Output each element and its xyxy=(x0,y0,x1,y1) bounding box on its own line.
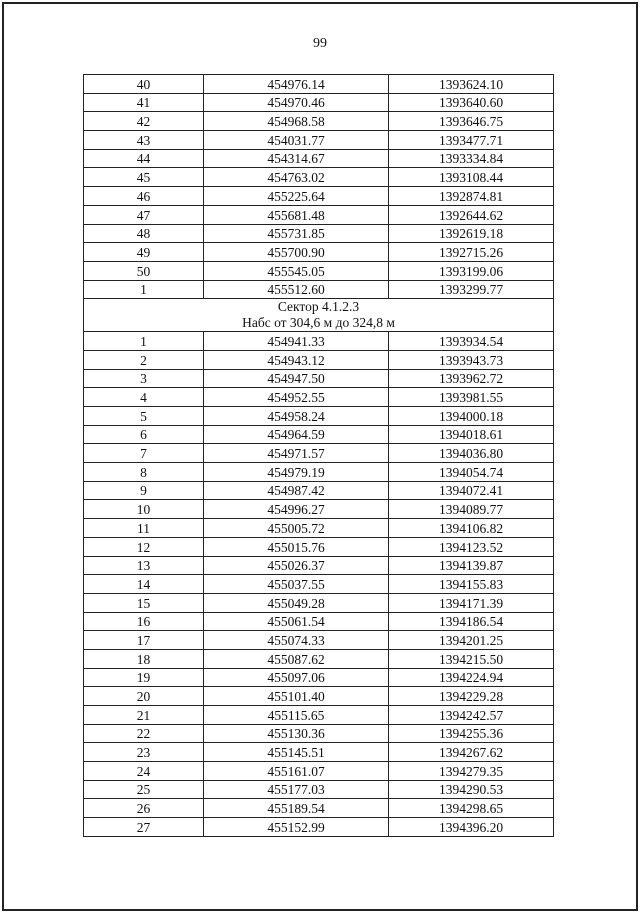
y-coordinate-cell: 1394298.65 xyxy=(389,799,554,818)
y-coordinate-cell: 1394123.52 xyxy=(389,537,554,556)
point-number-cell: 12 xyxy=(84,537,204,556)
y-coordinate-cell: 1394215.50 xyxy=(389,649,554,668)
point-number-cell: 17 xyxy=(84,631,204,650)
point-number-cell: 20 xyxy=(84,687,204,706)
point-number-cell: 44 xyxy=(84,149,204,168)
table-row xyxy=(84,743,554,762)
table-row xyxy=(84,93,554,112)
x-coordinate-cell: 454971.57 xyxy=(204,444,389,463)
y-coordinate-cell: 1394139.87 xyxy=(389,556,554,575)
table-row xyxy=(84,280,554,299)
table-row xyxy=(84,687,554,706)
table-row xyxy=(84,706,554,725)
x-coordinate-cell: 455731.85 xyxy=(204,224,389,243)
point-number-cell: 25 xyxy=(84,780,204,799)
x-coordinate-cell: 454314.67 xyxy=(204,149,389,168)
x-coordinate-cell: 454996.27 xyxy=(204,500,389,519)
x-coordinate-cell: 454968.58 xyxy=(204,112,389,131)
y-coordinate-cell: 1394072.41 xyxy=(389,481,554,500)
point-number-cell: 23 xyxy=(84,743,204,762)
table-row xyxy=(84,463,554,482)
table-section-b xyxy=(84,332,554,837)
y-coordinate-cell: 1393962.72 xyxy=(389,369,554,388)
point-number-cell: 26 xyxy=(84,799,204,818)
x-coordinate-cell: 454970.46 xyxy=(204,93,389,112)
sector-row xyxy=(84,299,554,332)
y-coordinate-cell: 1394018.61 xyxy=(389,425,554,444)
x-coordinate-cell: 455189.54 xyxy=(204,799,389,818)
table-row xyxy=(84,631,554,650)
point-number-cell: 8 xyxy=(84,463,204,482)
table-row xyxy=(84,593,554,612)
x-coordinate-cell: 455005.72 xyxy=(204,519,389,538)
sector-header xyxy=(84,299,554,332)
sector-title: Сектор 4.1.2.3 xyxy=(277,299,360,315)
point-number-cell: 13 xyxy=(84,556,204,575)
y-coordinate-cell: 1393108.44 xyxy=(389,168,554,187)
y-coordinate-cell: 1392874.81 xyxy=(389,187,554,206)
y-coordinate-cell: 1394224.94 xyxy=(389,668,554,687)
table-row xyxy=(84,243,554,262)
table-row xyxy=(84,369,554,388)
x-coordinate-cell: 454976.14 xyxy=(204,75,389,94)
point-number-cell: 47 xyxy=(84,205,204,224)
table-row xyxy=(84,112,554,131)
y-coordinate-cell: 1393934.54 xyxy=(389,332,554,351)
y-coordinate-cell: 1394106.82 xyxy=(389,519,554,538)
table-row xyxy=(84,612,554,631)
point-number-cell: 49 xyxy=(84,243,204,262)
point-number-cell: 9 xyxy=(84,481,204,500)
table-row xyxy=(84,556,554,575)
y-coordinate-cell: 1394255.36 xyxy=(389,724,554,743)
point-number-cell: 46 xyxy=(84,187,204,206)
point-number-cell: 45 xyxy=(84,168,204,187)
table-row xyxy=(84,205,554,224)
x-coordinate-cell: 454943.12 xyxy=(204,350,389,369)
point-number-cell: 1 xyxy=(84,332,204,351)
y-coordinate-cell: 1394036.80 xyxy=(389,444,554,463)
x-coordinate-cell: 454958.24 xyxy=(204,407,389,426)
x-coordinate-cell: 455037.55 xyxy=(204,575,389,594)
y-coordinate-cell: 1394054.74 xyxy=(389,463,554,482)
y-coordinate-cell: 1394229.28 xyxy=(389,687,554,706)
x-coordinate-cell: 454763.02 xyxy=(204,168,389,187)
table-row xyxy=(84,407,554,426)
point-number-cell: 24 xyxy=(84,762,204,781)
point-number-cell: 41 xyxy=(84,93,204,112)
y-coordinate-cell: 1393981.55 xyxy=(389,388,554,407)
x-coordinate-cell: 455681.48 xyxy=(204,205,389,224)
table-row xyxy=(84,668,554,687)
x-coordinate-cell: 454979.19 xyxy=(204,463,389,482)
table-row xyxy=(84,575,554,594)
sector-cell xyxy=(84,299,554,332)
x-coordinate-cell: 455130.36 xyxy=(204,724,389,743)
x-coordinate-cell: 455015.76 xyxy=(204,537,389,556)
y-coordinate-cell: 1393640.60 xyxy=(389,93,554,112)
point-number-cell: 50 xyxy=(84,261,204,280)
y-coordinate-cell: 1394279.35 xyxy=(389,762,554,781)
table-row xyxy=(84,168,554,187)
coordinates-table xyxy=(83,74,554,837)
y-coordinate-cell: 1394267.62 xyxy=(389,743,554,762)
x-coordinate-cell: 455101.40 xyxy=(204,687,389,706)
table-row xyxy=(84,519,554,538)
point-number-cell: 48 xyxy=(84,224,204,243)
table-row xyxy=(84,818,554,837)
point-number-cell: 7 xyxy=(84,444,204,463)
point-number-cell: 27 xyxy=(84,818,204,837)
table-row xyxy=(84,224,554,243)
point-number-cell: 15 xyxy=(84,593,204,612)
y-coordinate-cell: 1393199.06 xyxy=(389,261,554,280)
table-row xyxy=(84,149,554,168)
point-number-cell: 16 xyxy=(84,612,204,631)
x-coordinate-cell: 455097.06 xyxy=(204,668,389,687)
y-coordinate-cell: 1394396.20 xyxy=(389,818,554,837)
table-row xyxy=(84,425,554,444)
x-coordinate-cell: 455115.65 xyxy=(204,706,389,725)
y-coordinate-cell: 1394089.77 xyxy=(389,500,554,519)
table-row xyxy=(84,649,554,668)
y-coordinate-cell: 1393299.77 xyxy=(389,280,554,299)
x-coordinate-cell: 455145.51 xyxy=(204,743,389,762)
x-coordinate-cell: 455512.60 xyxy=(204,280,389,299)
y-coordinate-cell: 1394155.83 xyxy=(389,575,554,594)
table-row xyxy=(84,481,554,500)
sector-subtitle: Набс от 304,6 м до 324,8 м xyxy=(242,315,395,331)
point-number-cell: 22 xyxy=(84,724,204,743)
x-coordinate-cell: 455225.64 xyxy=(204,187,389,206)
table-row xyxy=(84,780,554,799)
point-number-cell: 1 xyxy=(84,280,204,299)
y-coordinate-cell: 1393477.71 xyxy=(389,131,554,150)
y-coordinate-cell: 1394290.53 xyxy=(389,780,554,799)
x-coordinate-cell: 455087.62 xyxy=(204,649,389,668)
point-number-cell: 2 xyxy=(84,350,204,369)
y-coordinate-cell: 1394186.54 xyxy=(389,612,554,631)
table-row xyxy=(84,350,554,369)
point-number-cell: 5 xyxy=(84,407,204,426)
y-coordinate-cell: 1393943.73 xyxy=(389,350,554,369)
point-number-cell: 3 xyxy=(84,369,204,388)
table-row xyxy=(84,131,554,150)
point-number-cell: 21 xyxy=(84,706,204,725)
x-coordinate-cell: 455700.90 xyxy=(204,243,389,262)
point-number-cell: 10 xyxy=(84,500,204,519)
table-row xyxy=(84,537,554,556)
x-coordinate-cell: 454941.33 xyxy=(204,332,389,351)
y-coordinate-cell: 1393334.84 xyxy=(389,149,554,168)
table-row xyxy=(84,187,554,206)
point-number-cell: 40 xyxy=(84,75,204,94)
table-row xyxy=(84,75,554,94)
x-coordinate-cell: 454952.55 xyxy=(204,388,389,407)
table-section-a xyxy=(84,75,554,299)
table-row xyxy=(84,444,554,463)
y-coordinate-cell: 1394171.39 xyxy=(389,593,554,612)
y-coordinate-cell: 1394000.18 xyxy=(389,407,554,426)
y-coordinate-cell: 1392644.62 xyxy=(389,205,554,224)
table-row xyxy=(84,799,554,818)
y-coordinate-cell: 1392715.26 xyxy=(389,243,554,262)
x-coordinate-cell: 455074.33 xyxy=(204,631,389,650)
x-coordinate-cell: 454947.50 xyxy=(204,369,389,388)
point-number-cell: 14 xyxy=(84,575,204,594)
table-row xyxy=(84,332,554,351)
y-coordinate-cell: 1392619.18 xyxy=(389,224,554,243)
point-number-cell: 43 xyxy=(84,131,204,150)
x-coordinate-cell: 455061.54 xyxy=(204,612,389,631)
point-number-cell: 6 xyxy=(84,425,204,444)
page-number: 99 xyxy=(313,36,327,51)
table-row xyxy=(84,762,554,781)
point-number-cell: 4 xyxy=(84,388,204,407)
x-coordinate-cell: 454964.59 xyxy=(204,425,389,444)
table-row xyxy=(84,724,554,743)
y-coordinate-cell: 1394201.25 xyxy=(389,631,554,650)
x-coordinate-cell: 455049.28 xyxy=(204,593,389,612)
y-coordinate-cell: 1393646.75 xyxy=(389,112,554,131)
x-coordinate-cell: 455161.07 xyxy=(204,762,389,781)
x-coordinate-cell: 455177.03 xyxy=(204,780,389,799)
x-coordinate-cell: 455152.99 xyxy=(204,818,389,837)
table-row xyxy=(84,388,554,407)
y-coordinate-cell: 1393624.10 xyxy=(389,75,554,94)
point-number-cell: 19 xyxy=(84,668,204,687)
table-row xyxy=(84,500,554,519)
x-coordinate-cell: 455026.37 xyxy=(204,556,389,575)
y-coordinate-cell: 1394242.57 xyxy=(389,706,554,725)
x-coordinate-cell: 455545.05 xyxy=(204,261,389,280)
x-coordinate-cell: 454987.42 xyxy=(204,481,389,500)
point-number-cell: 18 xyxy=(84,649,204,668)
point-number-cell: 42 xyxy=(84,112,204,131)
table-row xyxy=(84,261,554,280)
x-coordinate-cell: 454031.77 xyxy=(204,131,389,150)
point-number-cell: 11 xyxy=(84,519,204,538)
